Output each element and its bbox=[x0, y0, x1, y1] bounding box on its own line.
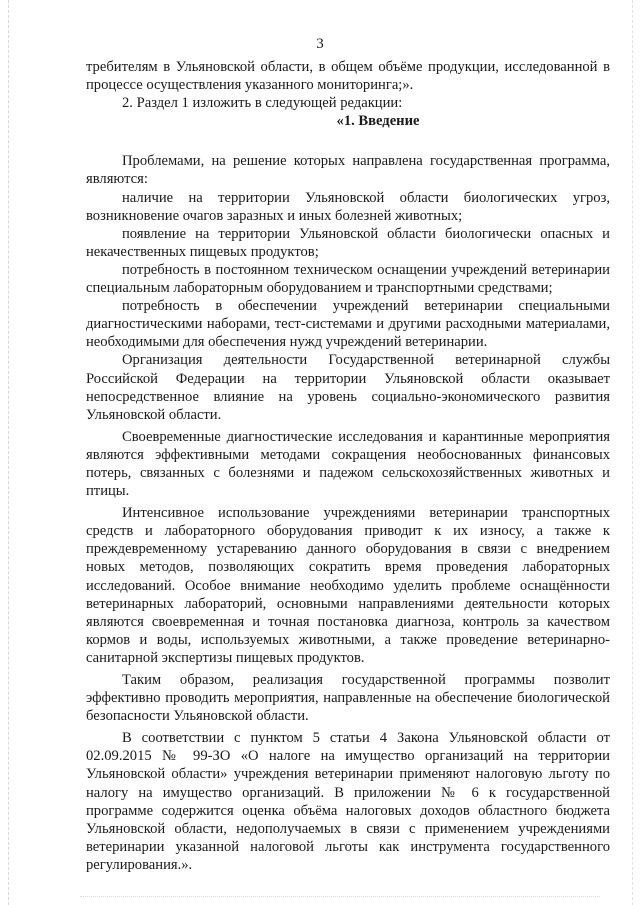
paragraph-problem-3: потребность в постоянном техническом оснащении учреждений ветеринарии специальным лабораторным оборудованием и транспортными средствами; bbox=[86, 261, 610, 297]
paragraph-item-2: 2. Раздел 1 изложить в следующей редакции: bbox=[122, 95, 403, 112]
paragraph-continuation: требителям в Ульяновской области, в общем объёме продукции, исследованной в процессе осуществления указанного мониторинга;». bbox=[86, 59, 610, 94]
paragraph-problem-4: потребность в обеспечении учреждений ветеринарии специальными диагностическими наборами, тест-системами и другими расходными материалами, необходимыми для обеспечения нужд учреждений ветеринарии. bbox=[86, 298, 610, 351]
section-heading: «1. Введение bbox=[336, 113, 420, 130]
paragraph-problems-intro: Проблемами, на решение которых направлена государственная программа, являются: bbox=[86, 153, 610, 188]
paragraph-tax-law: В соответствии с пунктом 5 статьи 4 Закона Ульяновской области от 02.09.2015 № 99-ЗО «О налоге на имущество организаций на территории Ульяновской области» учреждения ветеринарии применяют налоговую льготу по налогу на имущество организаций. В приложении № 6 к государственной программе содержится оценка объёма налоговых доходов областного бюджета Ульяновской области, недополучаемых в связи с применением учреждениями ветеринарии указанной налоговой льготы как инструмента государственного регулирования.». bbox=[86, 730, 610, 873]
paragraph-diagnostics: Своевременные диагностические исследования и карантинные мероприятия являются эффективными методами сокращения необоснованных финансовых потерь, связанных с болезнями и падежом сельскохозяйственных животных и птицы. bbox=[86, 428, 610, 500]
paragraph-conclusion: Таким образом, реализация государственной программы позволит эффективно проводить мероприятия, направленные на обеспечение биологической безопасности Ульяновской области. bbox=[86, 672, 610, 725]
scan-edge-left bbox=[8, 0, 10, 905]
spacer bbox=[86, 130, 610, 152]
scan-edge-right bbox=[632, 0, 634, 905]
document-body bbox=[86, 58, 610, 874]
paragraph-problem-2: появление на территории Ульяновской области биологически опасных и некачественных пищевых продуктов; bbox=[86, 225, 610, 260]
paragraph-problem-1: наличие на территории Ульяновской области биологических угроз, возникновение очагов заразных и иных болезней животных; bbox=[86, 189, 610, 224]
paragraph-organization: Организация деятельности Государственной ветеринарной службы Российской Федерации на территории Ульяновской области оказывает непосредственное влияние на уровень социально-экономического развития Ульяновской области. bbox=[86, 352, 610, 423]
scan-bottom-edge bbox=[80, 896, 600, 897]
page-number: 3 bbox=[316, 36, 324, 52]
paragraph-equipment: Интенсивное использование учреждениями ветеринарии транспортных средств и лабораторного оборудования приводит к их износу, а также к преждевременному устареванию данного оборудования в связи с внедрением новых методов, позволяющих сократить время проведения лабораторных исследований. Особое внимание необходимо уделить проблеме оснащённости ветеринарных лабораторий, основными направлениями деятельности которых являются своевременная и точная постановка диагноза, контроль за качеством кормов и воды, используемых животными, а также проведение ветеринарно-санитарной экспертизы пищевых продуктов. bbox=[86, 505, 610, 666]
